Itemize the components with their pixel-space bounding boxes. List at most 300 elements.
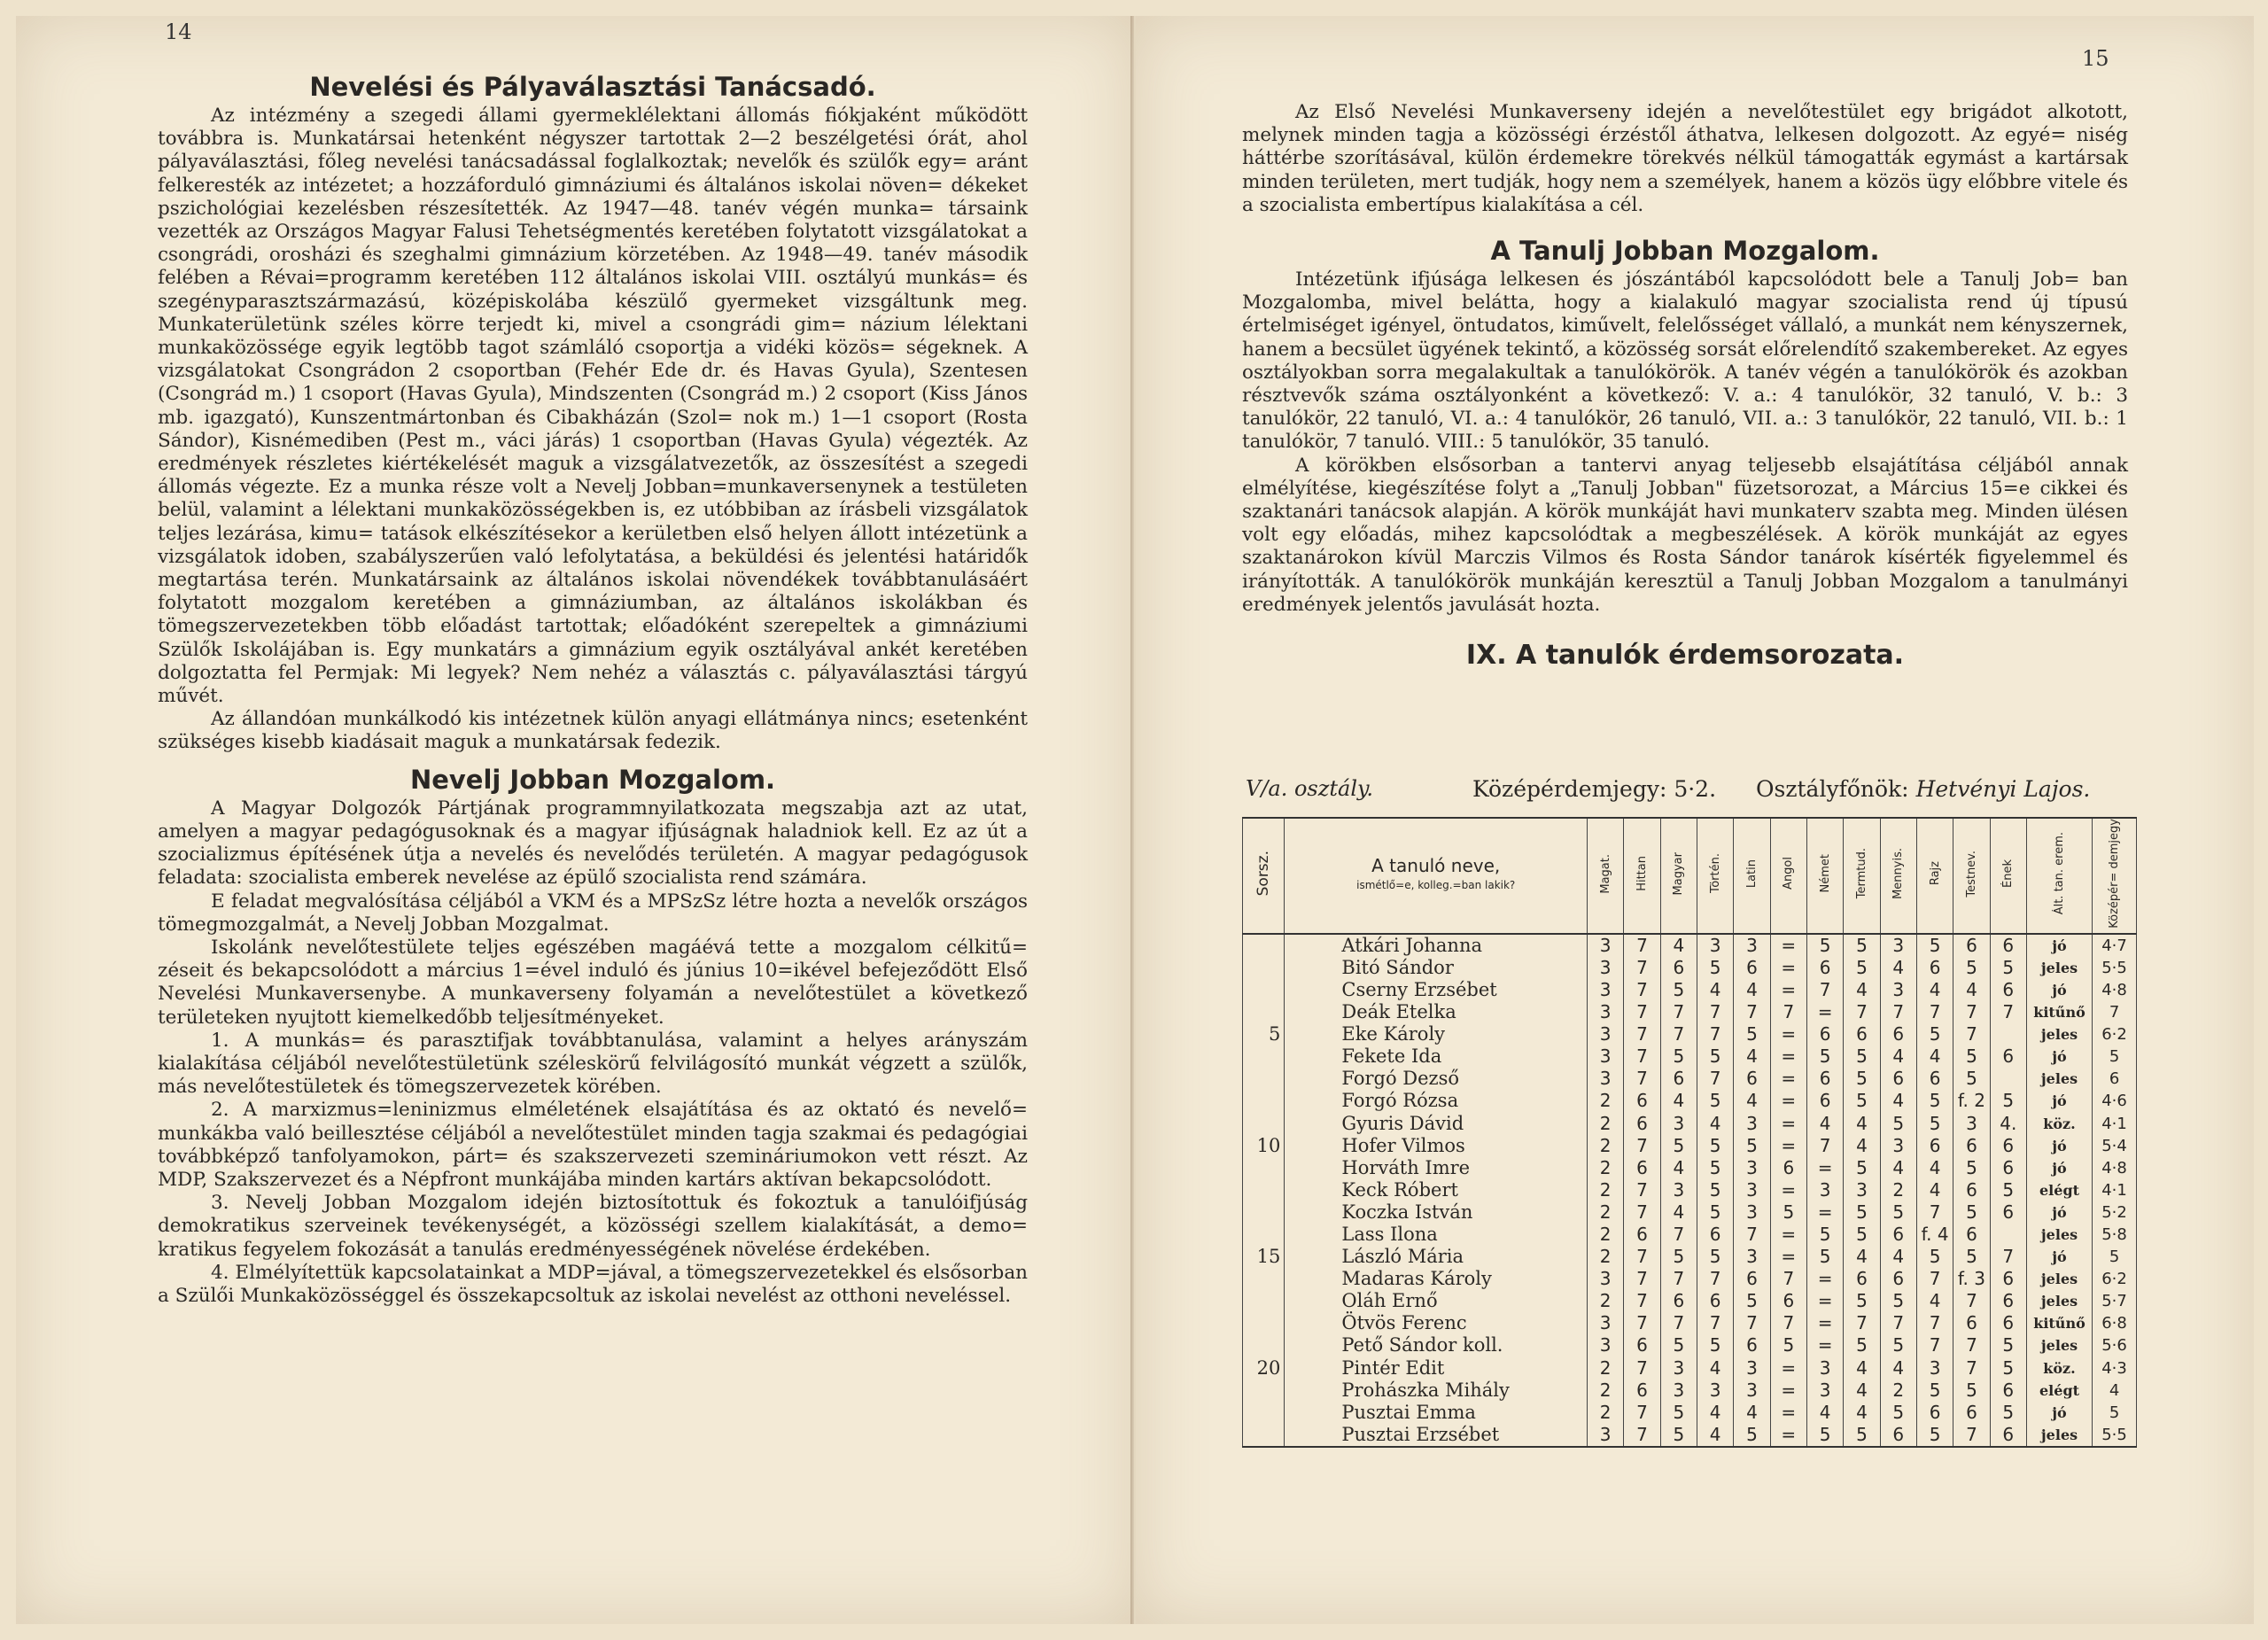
grade-cell: 5 xyxy=(1734,1135,1770,1157)
paragraph: Iskolánk nevelőtestülete teljes egészében magáévá tette a mozgalom célkitű= zéseit és bekapcsolódott a március 1=ével induló és június 10=ikével befejeződött Első Nevelési Munkaversenybe. A munkaverseny folyamán a nevelőtestület a következő területeken nyujtott kiemelkedőbb teljesítményeket. xyxy=(158,936,1028,1029)
grade-cell: 6 xyxy=(1916,1402,1953,1424)
grade-cell: 2 xyxy=(1588,1113,1624,1135)
grade-cell: 7 xyxy=(1990,1246,2026,1268)
grade-cell: = xyxy=(1770,1045,1806,1068)
grade-cell: 4 xyxy=(1916,1157,1953,1179)
grade-cell: 5 xyxy=(1697,1179,1733,1201)
grade-cell: 5 xyxy=(1880,1402,1916,1424)
student-name: Keck Róbert xyxy=(1285,1179,1588,1201)
table-row xyxy=(1243,1045,2137,1068)
overall-grade: kitűnő xyxy=(2026,1312,2092,1334)
overall-grade: jeles xyxy=(2026,1424,2092,1447)
overall-grade: elégt xyxy=(2026,1380,2092,1402)
grade-cell: 5 xyxy=(1844,1224,1880,1246)
grade-cell: 5 xyxy=(1697,957,1733,979)
grade-cell: 7 xyxy=(1624,1201,1660,1224)
grade-cell: 3 xyxy=(1660,1113,1697,1135)
row-number: 20 xyxy=(1243,1357,1285,1380)
grade-cell: = xyxy=(1806,1312,1843,1334)
grade-cell: 4 xyxy=(1697,979,1733,1001)
grade-cell: 4 xyxy=(1844,1380,1880,1402)
overall-grade: jeles xyxy=(2026,1224,2092,1246)
paragraph: 2. A marxizmus=leninizmus elméletének elsajátítása és az oktató és nevelő= munkákba való beillesztése céljából a nevelőtestület minden tagja szakmai és pedagógiai továbbképző tanfolyamokon, párt= és szakszervezeti szemináriumokon vett részt. Az MDP, Szakszervezet és a Népfront munkájába minden kartárs aktívan bekapcsolódott. xyxy=(158,1099,1028,1191)
grade-cell: 5 xyxy=(1697,1045,1733,1068)
grade-cell: 5 xyxy=(1953,1045,1990,1068)
row-number: 15 xyxy=(1243,1246,1285,1268)
grade-cell: 2 xyxy=(1588,1380,1624,1402)
student-name: Prohászka Mihály xyxy=(1285,1380,1588,1402)
grade-cell: 7 xyxy=(1624,1068,1660,1090)
heading-nevelj-jobban: Nevelj Jobban Mozgalom. xyxy=(409,764,776,795)
overall-grade: köz. xyxy=(2026,1357,2092,1380)
grade-cell xyxy=(1990,1068,2026,1090)
average-grade: 6·8 xyxy=(2093,1312,2137,1334)
grade-cell: 5 xyxy=(1734,1290,1770,1312)
grade-cell: 6 xyxy=(1916,1135,1953,1157)
grade-cell: 3 xyxy=(1880,1135,1916,1157)
grade-cell: 4 xyxy=(1916,1045,1953,1068)
grade-cell: = xyxy=(1770,1113,1806,1135)
row-number xyxy=(1243,1224,1285,1246)
student-name: Pintér Edit xyxy=(1285,1357,1588,1380)
grade-cell: 5 xyxy=(1806,934,1843,957)
header-subject-label: Testnev. xyxy=(1964,850,1978,898)
grade-cell: = xyxy=(1770,1023,1806,1045)
grade-cell: 4 xyxy=(1660,1201,1697,1224)
grade-cell: 4 xyxy=(1806,1402,1843,1424)
grade-cell: 4 xyxy=(1734,1090,1770,1112)
grades-table-header xyxy=(1243,818,2137,934)
header-subject-label: Középér= demjegy xyxy=(2108,819,2122,929)
grade-cell: 5 xyxy=(1844,1068,1880,1090)
grade-cell: 4 xyxy=(1697,1113,1733,1135)
grade-cell: 6 xyxy=(1990,1201,2026,1224)
grade-cell: 7 xyxy=(1844,1001,1880,1023)
grade-cell: 5 xyxy=(1660,979,1697,1001)
grade-cell: 4 xyxy=(1806,1113,1843,1135)
grade-cell: 7 xyxy=(1880,1312,1916,1334)
grade-cell: = xyxy=(1770,1224,1806,1246)
grade-cell: 4 xyxy=(1697,1424,1733,1447)
grade-cell: = xyxy=(1770,1246,1806,1268)
grade-cell: 5 xyxy=(1953,1380,1990,1402)
grade-cell: 7 xyxy=(1660,1224,1697,1246)
grade-cell: 5 xyxy=(1880,1201,1916,1224)
overall-grade: jó xyxy=(2026,934,2092,957)
grade-cell: 5 xyxy=(1916,1023,1953,1045)
header-subject-label: Magyar xyxy=(1672,851,1686,896)
grade-cell: 7 xyxy=(1660,1312,1697,1334)
grade-cell: 6 xyxy=(1734,1068,1770,1090)
section-nevelj-jobban xyxy=(158,797,1028,1308)
student-name: Pusztai Erzsébet xyxy=(1285,1424,1588,1447)
grade-cell: = xyxy=(1806,1334,1843,1356)
grade-cell: = xyxy=(1806,1001,1843,1023)
grade-cell: 7 xyxy=(1624,1312,1660,1334)
grade-cell: 7 xyxy=(1697,1068,1733,1090)
grade-cell: 5 xyxy=(1990,1179,2026,1201)
grade-cell: 3 xyxy=(1734,1357,1770,1380)
grade-cell: 6 xyxy=(1624,1224,1660,1246)
average-grade: 5 xyxy=(2093,1045,2137,1068)
average-grade: 4·3 xyxy=(2093,1357,2137,1380)
average-grade: 5·5 xyxy=(2093,1424,2137,1447)
table-row xyxy=(1243,1380,2137,1402)
grade-cell: 7 xyxy=(1624,1290,1660,1312)
header-subject-label: Latin xyxy=(1744,859,1759,888)
grade-cell: 4 xyxy=(1844,1135,1880,1157)
grade-cell: 5 xyxy=(1660,1402,1697,1424)
paragraph: 4. Elmélyítettük kapcsolatainkat a MDP=jával, a tömegszervezetekkel és elsősorban a Szülői Munkaközösséggel és összekapcsoltuk az iskolai nevelést az otthoni neveléssel. xyxy=(158,1261,1028,1307)
left-column xyxy=(158,69,1028,1308)
student-name: Cserny Erzsébet xyxy=(1285,979,1588,1001)
header-subject xyxy=(1953,818,1990,934)
grade-cell: 5 xyxy=(1697,1157,1733,1179)
grade-cell: 2 xyxy=(1588,1246,1624,1268)
grade-cell: 4 xyxy=(1844,1246,1880,1268)
grade-cell: 3 xyxy=(1734,1246,1770,1268)
row-number xyxy=(1243,1157,1285,1179)
overall-grade: jeles xyxy=(2026,1068,2092,1090)
row-number xyxy=(1243,1290,1285,1312)
row-number xyxy=(1243,1402,1285,1424)
grade-cell: 3 xyxy=(1806,1357,1843,1380)
student-name: Lass Ilona xyxy=(1285,1224,1588,1246)
average-grade: 6 xyxy=(2093,1068,2137,1090)
average-grade: 5·8 xyxy=(2093,1224,2137,1246)
grade-cell: = xyxy=(1806,1290,1843,1312)
grade-cell: 4 xyxy=(1660,1157,1697,1179)
header-subject xyxy=(1588,818,1624,934)
grade-cell: 7 xyxy=(1953,1001,1990,1023)
grade-cell: 6 xyxy=(1953,1312,1990,1334)
grades-table-body xyxy=(1243,934,2137,1447)
overall-grade: jeles xyxy=(2026,1290,2092,1312)
table-row xyxy=(1243,1312,2137,1334)
row-number xyxy=(1243,1113,1285,1135)
grade-cell: 5 xyxy=(1734,1424,1770,1447)
grade-cell: 7 xyxy=(1624,979,1660,1001)
grade-cell: 5 xyxy=(1990,1402,2026,1424)
grade-cell: 3 xyxy=(1806,1380,1843,1402)
row-number xyxy=(1243,1001,1285,1023)
grade-cell: 6 xyxy=(1990,1045,2026,1068)
header-subject xyxy=(1880,818,1916,934)
grade-cell: 6 xyxy=(1624,1157,1660,1179)
grade-cell: 6 xyxy=(1660,1290,1697,1312)
student-name: Fekete Ida xyxy=(1285,1045,1588,1068)
grade-cell: 4 xyxy=(1916,1179,1953,1201)
grade-cell: 5 xyxy=(1844,1090,1880,1112)
grade-cell: 3 xyxy=(1660,1357,1697,1380)
grade-cell: 7 xyxy=(1916,1001,1953,1023)
grade-cell: 3 xyxy=(1697,1380,1733,1402)
header-subject xyxy=(1660,818,1697,934)
overall-grade: jó xyxy=(2026,1135,2092,1157)
grade-cell: 5 xyxy=(1953,1246,1990,1268)
grade-cell: 7 xyxy=(1806,979,1843,1001)
grade-cell: 6 xyxy=(1990,1380,2026,1402)
grade-cell: f. 3 xyxy=(1953,1268,1990,1290)
header-subject-label: Rajz xyxy=(1928,861,1942,886)
overall-grade: jó xyxy=(2026,979,2092,1001)
student-name: Oláh Ernő xyxy=(1285,1290,1588,1312)
grade-cell: 5 xyxy=(1697,1135,1733,1157)
header-subject xyxy=(1624,818,1660,934)
row-number xyxy=(1243,1312,1285,1334)
grade-cell: 3 xyxy=(1588,1334,1624,1356)
grade-cell: 3 xyxy=(1734,1201,1770,1224)
grade-cell: 6 xyxy=(1990,1424,2026,1447)
grade-cell: 6 xyxy=(1953,1179,1990,1201)
average-grade: 7 xyxy=(2093,1001,2137,1023)
header-subject-label: Angol xyxy=(1782,857,1796,890)
grade-cell: 5 xyxy=(1953,957,1990,979)
grade-cell: 3 xyxy=(1588,1268,1624,1290)
grade-cell: 6 xyxy=(1916,1068,1953,1090)
grade-cell: 6 xyxy=(1880,1424,1916,1447)
grade-cell: 5 xyxy=(1844,1424,1880,1447)
grade-cell: 5 xyxy=(1660,1135,1697,1157)
row-number xyxy=(1243,1334,1285,1356)
grade-cell: f. 4 xyxy=(1916,1224,1953,1246)
grade-cell: 6 xyxy=(1880,1268,1916,1290)
grade-cell: f. 2 xyxy=(1953,1090,1990,1112)
grade-cell xyxy=(1990,1023,2026,1045)
grade-cell: 2 xyxy=(1588,1157,1624,1179)
grade-cell: 5 xyxy=(1770,1201,1806,1224)
header-subject xyxy=(2093,818,2137,934)
grade-cell: 7 xyxy=(1697,1001,1733,1023)
grade-cell: 6 xyxy=(1990,934,2026,957)
grade-cell: 7 xyxy=(1697,1268,1733,1290)
student-name: Hofer Vilmos xyxy=(1285,1135,1588,1157)
grade-cell: 7 xyxy=(1624,1246,1660,1268)
grade-cell: 6 xyxy=(1844,1023,1880,1045)
grade-cell: 3 xyxy=(1806,1179,1843,1201)
paragraph: Az állandóan munkálkodó kis intézetnek külön anyagi ellátmánya nincs; esetenként szükséges kisebb kiadásait maguk a munkatársak fedezik. xyxy=(158,708,1028,754)
grade-cell: 7 xyxy=(1734,1224,1770,1246)
table-row xyxy=(1243,1290,2137,1312)
section-tanacsado xyxy=(158,105,1028,755)
grade-cell: 7 xyxy=(1624,1402,1660,1424)
grade-cell: 7 xyxy=(1660,1023,1697,1045)
student-name: Ötvös Ferenc xyxy=(1285,1312,1588,1334)
grade-cell: 7 xyxy=(1916,1312,1953,1334)
grade-cell: 2 xyxy=(1588,1224,1624,1246)
grades-table xyxy=(1242,817,2137,1448)
header-subject xyxy=(1844,818,1880,934)
grade-cell: 6 xyxy=(1770,1290,1806,1312)
grade-cell: 3 xyxy=(1588,1312,1624,1334)
teacher-prefix: Osztályfőnök: xyxy=(1756,776,1909,802)
grade-cell: 7 xyxy=(1990,1001,2026,1023)
grade-cell: 4 xyxy=(1880,1157,1916,1179)
overall-grade: jó xyxy=(2026,1045,2092,1068)
grade-cell: 6 xyxy=(1880,1224,1916,1246)
header-subject xyxy=(1734,818,1770,934)
header-subject xyxy=(2026,818,2092,934)
grade-cell: = xyxy=(1770,1424,1806,1447)
grade-cell: 5 xyxy=(1844,1045,1880,1068)
grade-cell: 6 xyxy=(1953,934,1990,957)
grade-cell: 3 xyxy=(1844,1179,1880,1201)
overall-grade: jó xyxy=(2026,1157,2092,1179)
teacher-label xyxy=(1756,776,2090,802)
average-grade: 4·7 xyxy=(2093,934,2137,957)
average-grade: 4·8 xyxy=(2093,979,2137,1001)
grade-cell: 5 xyxy=(1844,957,1880,979)
grade-cell: 7 xyxy=(1770,1268,1806,1290)
row-number xyxy=(1243,979,1285,1001)
grade-cell: 7 xyxy=(1770,1312,1806,1334)
grade-cell: 5 xyxy=(1990,1090,2026,1112)
grade-cell: 4 xyxy=(1844,1357,1880,1380)
grade-cell: 7 xyxy=(1624,1357,1660,1380)
grade-cell: 5 xyxy=(1880,1334,1916,1356)
table-row xyxy=(1243,1157,2137,1179)
header-subject-label: Ének xyxy=(2001,859,2016,888)
grade-cell: 4 xyxy=(1880,1045,1916,1068)
header-subject xyxy=(1916,818,1953,934)
table-row xyxy=(1243,1224,2137,1246)
grade-cell: 5 xyxy=(1990,1357,2026,1380)
grade-cell: = xyxy=(1770,1402,1806,1424)
grade-cell: 7 xyxy=(1624,1023,1660,1045)
grade-cell: 6 xyxy=(1697,1224,1733,1246)
grade-cell: = xyxy=(1806,1268,1843,1290)
row-number xyxy=(1243,1179,1285,1201)
header-name-line2: ismétlő=e, kolleg.=ban lakik? xyxy=(1356,879,1516,892)
grade-cell: 7 xyxy=(1953,1334,1990,1356)
grade-cell: 3 xyxy=(1697,934,1733,957)
grade-cell: 5 xyxy=(1697,1334,1733,1356)
table-row xyxy=(1243,1179,2137,1201)
table-row xyxy=(1243,1090,2137,1112)
paragraph: Intézetünk ifjúsága lelkesen és jószántából kapcsolódott bele a Tanulj Job= ban Mozgalomba, mivel belátta, hogy a kialakuló magyar szocialista rend új típusú értelmiséget igényel, öntudatos, kiművelt, felelősséget vállaló, a munkát nem kényszernek, hanem a becsület ügyének tekintő, a közösség sorsát előrelendítő szakembereket. Az egyes osztályokban sorra megalakultak a tanulókörök. A tanév végén a tanulókörök és azokban résztvevők száma osztályonként a következő: V. a.: 4 tanulókör, 32 tanuló, V. b.: 3 tanulókör, 22 tanuló, VI. a.: 4 tanulókör, 26 tanuló, VII. a.: 3 tanulókör, 22 tanuló, VII. b.: 1 tanulókör, 7 tanuló. VIII.: 5 tanulókör, 35 tanuló. xyxy=(1242,268,2128,454)
grade-cell: 3 xyxy=(1660,1380,1697,1402)
grade-cell: 2 xyxy=(1588,1135,1624,1157)
average-grade: 5·2 xyxy=(2093,1201,2137,1224)
grade-cell: 7 xyxy=(1660,1268,1697,1290)
grade-cell: 6 xyxy=(1953,1135,1990,1157)
grade-cell: 7 xyxy=(1697,1312,1733,1334)
average-grade: 5 xyxy=(2093,1246,2137,1268)
header-subject xyxy=(1770,818,1806,934)
grade-cell: 3 xyxy=(1880,979,1916,1001)
grade-cell: 2 xyxy=(1588,1179,1624,1201)
header-subject xyxy=(1806,818,1843,934)
grade-cell: 7 xyxy=(1806,1135,1843,1157)
overall-grade: jó xyxy=(2026,1201,2092,1224)
grade-cell: 3 xyxy=(1734,1179,1770,1201)
grade-cell: 3 xyxy=(1953,1113,1990,1135)
grade-cell: 3 xyxy=(1588,1424,1624,1447)
table-row xyxy=(1243,1113,2137,1135)
average-grade: 4·8 xyxy=(2093,1157,2137,1179)
header-name xyxy=(1285,818,1588,934)
grade-cell: 7 xyxy=(1953,1357,1990,1380)
grade-cell: 6 xyxy=(1844,1268,1880,1290)
grade-cell: = xyxy=(1806,1157,1843,1179)
table-row xyxy=(1243,1201,2137,1224)
student-name: Atkári Johanna xyxy=(1285,934,1588,957)
student-name: Bitó Sándor xyxy=(1285,957,1588,979)
grade-cell: 5 xyxy=(1916,934,1953,957)
row-number xyxy=(1243,934,1285,957)
grade-cell: 7 xyxy=(1953,1424,1990,1447)
grade-cell: 4 xyxy=(1844,979,1880,1001)
grade-cell: 2 xyxy=(1588,1402,1624,1424)
grade-cell: 4 xyxy=(1660,934,1697,957)
grade-cell: = xyxy=(1770,957,1806,979)
grade-cell: 7 xyxy=(1697,1023,1733,1045)
grade-cell: 4 xyxy=(1880,1246,1916,1268)
table-row xyxy=(1243,1402,2137,1424)
header-subject-label: Mennyis. xyxy=(1891,847,1906,899)
grade-cell: 3 xyxy=(1734,1380,1770,1402)
paragraph: 3. Nevelj Jobban Mozgalom idején biztosítottuk és fokoztuk a tanulóifjúság demokratikus szerveinek tevékenységét, a közösségi szellem kialakítását, a demo= kratikus fegyelem fokozását a tanulás eredményességének növelése érdekében. xyxy=(158,1192,1028,1261)
average-grade: 4 xyxy=(2093,1380,2137,1402)
grade-cell: 7 xyxy=(1660,1001,1697,1023)
grade-cell: 5 xyxy=(1953,1068,1990,1090)
heading-tanacsado: Nevelési és Pályaválasztási Tanácsadó. xyxy=(309,72,876,102)
grade-cell: 5 xyxy=(1660,1334,1697,1356)
grade-cell: 4 xyxy=(1880,1357,1916,1380)
grade-cell: 5 xyxy=(1990,957,2026,979)
grade-cell: 4 xyxy=(1734,1402,1770,1424)
row-number: 10 xyxy=(1243,1135,1285,1157)
header-sorsz xyxy=(1243,818,1285,934)
grade-cell: 5 xyxy=(1734,1023,1770,1045)
grade-cell: 7 xyxy=(1880,1001,1916,1023)
student-name: Pusztai Emma xyxy=(1285,1402,1588,1424)
grade-cell: 3 xyxy=(1734,1157,1770,1179)
table-row xyxy=(1243,1357,2137,1380)
grade-cell: 4 xyxy=(1697,1357,1733,1380)
grade-cell: 4 xyxy=(1880,1090,1916,1112)
paragraph: A körökben elsősorban a tantervi anyag teljesebb elsajátítása céljából annak elmélyítése, kiegészítése folyt a „Tanulj Jobban" füzetsorozat, a Március 15=e cikkei és szaktanári tanácsok alapján. A körök munkáját havi munkaterv szabta meg. Minden ülésen volt egy előadás, mihez kapcsolódtak a megbeszélések. A körök munkáját az egyes szaktanárokon kívül Marczis Vilmos és Rosta Sándor tanárok kísérték figyelemmel és irányították. A tanulókörök munkáján keresztül a Tanulj Jobban Mozgalom a tanulmányi eredmények jelentős javulását hozta. xyxy=(1242,454,2128,616)
grade-cell: 3 xyxy=(1588,934,1624,957)
grade-cell: 2 xyxy=(1588,1090,1624,1112)
section-munkaverseny xyxy=(1242,101,2128,217)
grade-cell: 6 xyxy=(1624,1090,1660,1112)
grade-cell: 3 xyxy=(1734,1113,1770,1135)
grade-cell: 2 xyxy=(1588,1357,1624,1380)
row-number xyxy=(1243,1424,1285,1447)
grade-cell: 3 xyxy=(1588,979,1624,1001)
right-page xyxy=(1136,16,2254,1624)
grade-cell: = xyxy=(1770,1090,1806,1112)
table-row xyxy=(1243,1023,2137,1045)
grade-cell: 5 xyxy=(1844,1157,1880,1179)
grade-cell: 5 xyxy=(1916,1090,1953,1112)
grade-cell: = xyxy=(1770,979,1806,1001)
overall-grade: elégt xyxy=(2026,1179,2092,1201)
header-subject-label: Termtud. xyxy=(1854,848,1868,899)
grade-cell: 2 xyxy=(1588,1201,1624,1224)
grade-cell: 3 xyxy=(1588,957,1624,979)
header-subject xyxy=(1990,818,2026,934)
grade-cell: 4 xyxy=(1916,979,1953,1001)
header-subject xyxy=(1697,818,1733,934)
grade-cell: 5 xyxy=(1806,1224,1843,1246)
table-row xyxy=(1243,1001,2137,1023)
page-number-right: 15 xyxy=(2082,46,2109,71)
header-name-line1: A tanuló neve, xyxy=(1371,855,1501,877)
paragraph: Az Első Nevelési Munkaverseny idején a nevelőtestület egy brigádot alkotott, melynek minden tagja a közösségi érzéstől áthatva, lelkesen dolgozott. Az egyé= niség háttérbe szorításával, külön érdemekre törekvés nélkül támogatták egymást a kartársak minden területen, mert tudják, hogy nem a személyek, hanem a közös ügy előbbre vitele és a szocialista embertípus kialakítása a cél. xyxy=(1242,101,2128,216)
table-row xyxy=(1243,1246,2137,1268)
